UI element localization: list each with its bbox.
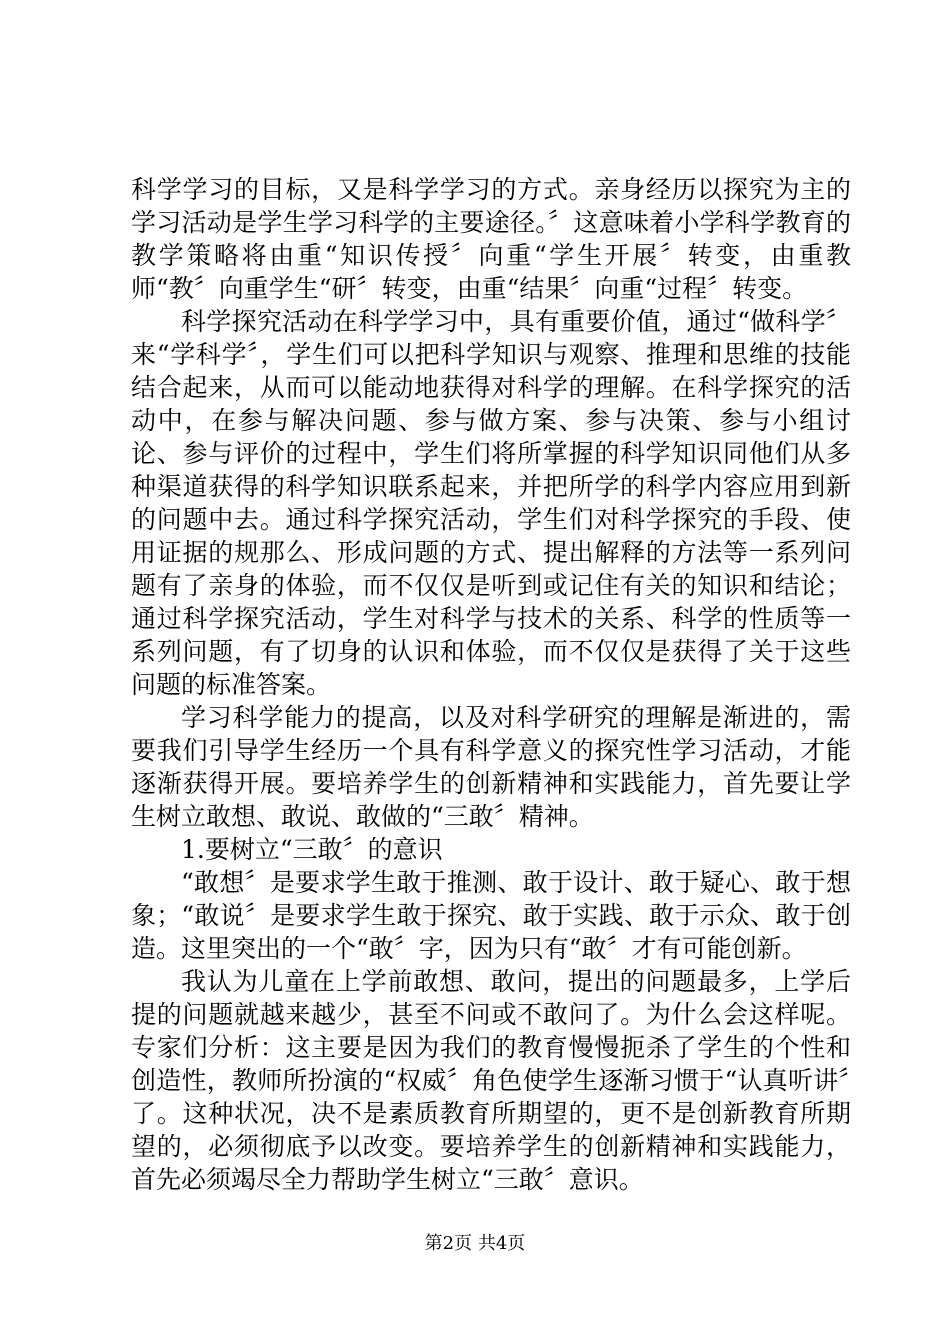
paragraph-5: 我认为儿童在上学前敢想、敢问，提出的问题最多，上学后提的问题就越来越少，甚至不问或不敢问了。为什么会这样呢。专家们分析：这主要是因为我们的教育慢慢扼杀了学生的个性和创造性，教师所扮演的“权威〞角色使学生逐渐习惯于“认真听讲〞了。这种状况，决不是素质教育所期望的，更不是创新教育所期望的，必须彻底予以改变。要培养学生的创新精神和实践能力，首先必须竭尽全力帮助学生树立“三敢〞意识。	[131, 967, 851, 1194]
paragraph-3: 学习科学能力的提高，以及对科学研究的理解是渐进的，需要我们引导学生经历一个具有科学意义的探究性学习活动，才能逐渐获得开展。要培养学生的创新精神和实践能力，首先要让学生树立敢想、敢说、敢做的“三敢〞精神。	[131, 703, 851, 831]
paragraph-1: 科学学习的目标，又是科学学习的方式。亲身经历以探究为主的学习活动是学生学习科学的主要途径。〞这意味着小学科学教育的教学策略将由重“知识传授〞向重“学生开展〞转变，由重教师“教〞向重学生“研〞转变，由重“结果〞向重“过程〞转变。	[131, 175, 851, 303]
document-body	[131, 173, 851, 1196]
page-footer	[0, 1232, 950, 1256]
page-number: 第2页 共4页	[424, 1233, 526, 1254]
paragraph-2: 科学探究活动在科学学习中，具有重要价值，通过“做科学〞来“学科学〞，学生们可以把科学知识与观察、推理和思维的技能结合起来，从而可以能动地获得对科学的理解。在科学探究的活动中，在参与解决问题、参与做方案、参与决策、参与小组讨论、参与评价的过程中，学生们将所掌握的科学知识同他们从多种渠道获得的科学知识联系起来，并把所学的科学内容应用到新的问题中去。通过科学探究活动，学生们对科学探究的手段、使用证据的规那么、形成问题的方式、提出解释的方法等一系列问题有了亲身的体验，而不仅仅是听到或记住有关的知识和结论；通过科学探究活动，学生对科学与技术的关系、科学的性质等一系列问题，有了切身的认识和体验，而不仅仅是获得了关于这些问题的标准答案。	[131, 307, 851, 699]
section-heading: 1.要树立“三敢〞的意识	[181, 835, 443, 864]
paragraph-4: “敢想〞是要求学生敢于推测、敢于设计、敢于疑心、敢于想象；“敢说〞是要求学生敢于探究、敢于实践、敢于示众、敢于创造。这里突出的一个“敢〞字，因为只有“敢〞才有可能创新。	[131, 868, 851, 963]
